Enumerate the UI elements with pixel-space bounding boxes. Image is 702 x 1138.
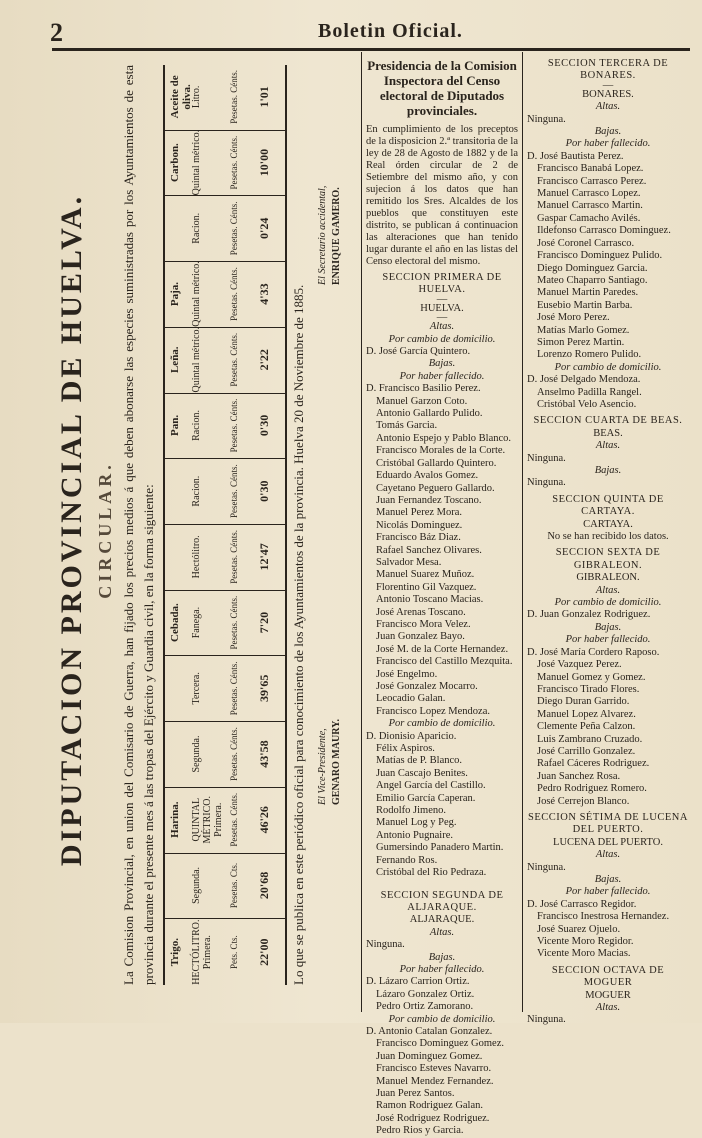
price-value: 12'47 <box>257 543 271 571</box>
section-heading: SECCION QUINTA DE CARTAYA. <box>552 493 664 518</box>
price-value: 43'58 <box>257 740 271 768</box>
ninguna-text: Ninguna. <box>527 861 566 873</box>
altas-label: Altas. <box>595 1002 621 1014</box>
town-name: GIBRALEON. <box>576 572 640 584</box>
column-unit: Pesetas. Cénts. <box>229 727 239 781</box>
cambio-label: Por cambio de domicilio. <box>554 597 662 609</box>
list-item: Francisco Morales de la Corte. <box>376 445 506 457</box>
column-unit: Pesetas. Cénts. <box>229 792 239 847</box>
column-sub: Segunda. <box>191 866 202 904</box>
price-value: 2'22 <box>257 349 271 371</box>
price-value: 7'20 <box>257 611 271 634</box>
list-item: Francisco Tirado Flores. <box>537 683 640 695</box>
list-item: D. Francisco Basilio Perez. <box>366 383 481 395</box>
column-divider <box>522 52 523 1012</box>
cambio-label: Por cambio de domicilio. <box>388 718 496 730</box>
fallecido-label: Por haber fallecido. <box>565 138 651 150</box>
column-head: Carbon. <box>169 143 181 182</box>
name-list <box>527 374 689 411</box>
column-unit: Pesetas. Cénts. <box>229 201 239 256</box>
altas-label: Altas. <box>429 926 455 938</box>
list-item: Angel García del Castillo. <box>376 780 486 792</box>
column-unit: Pesetas. Cénts. <box>229 661 239 716</box>
column-sub: Quintal métrico. <box>191 129 202 196</box>
list-item: Cayetano Peguero Gallardo. <box>376 482 495 494</box>
list-item: José Arenas Toscano. <box>376 606 466 618</box>
column-unit: Pesetas. Cénts. <box>229 398 239 453</box>
ninguna-text: Ninguna. <box>527 452 566 464</box>
list-item: Anselmo Padilla Rangel. <box>537 386 642 398</box>
column-sub: HECTÓLITRO. Primera. <box>191 919 213 985</box>
list-item: Lorenzo Romero Pulido. <box>537 349 642 361</box>
name-list <box>527 647 689 808</box>
circular-intro: La Comision Provincial, en union del Comisario de Guerra, han fijado los precios medios á que deben abonarse las especies suministradas por los Ayuntamientos de esta provincia durante el presente mes á las tropas del Ejército y Guardia civil, en la forma siguiente: <box>121 65 156 985</box>
secretary-name: ENRIQUE GAMERO. <box>331 187 342 285</box>
list-item: D. José Bautista Perez. <box>527 150 624 162</box>
list-item: D. José Delgado Mendoza. <box>527 374 641 386</box>
list-item: Florentino Gil Vazquez. <box>376 581 477 593</box>
list-item: Nicolás Dominguez. <box>376 519 463 531</box>
column-unit: Pesetas. Cénts. <box>229 70 239 124</box>
list-item: D. José María Cordero Raposo. <box>527 646 660 658</box>
column-sub: Hectólitro. <box>191 535 202 579</box>
list-item: Eduardo Avalos Gomez. <box>376 470 479 482</box>
price-column <box>165 130 285 197</box>
list-item: José Suarez Ojuelo. <box>537 923 621 935</box>
page-number: 2 <box>50 18 63 47</box>
cambio-label: Por cambio de domicilio. <box>554 361 662 373</box>
circular-subtitle: CIRCULAR. <box>95 461 115 599</box>
fallecido-label: Por haber fallecido. <box>399 963 485 975</box>
list-item: Manuel Suarez Muñoz. <box>376 569 475 581</box>
price-value: 0'30 <box>257 480 271 502</box>
section-heading: SECCION OCTAVA DE MOGUER <box>551 964 665 989</box>
column-head: Leña. <box>169 346 181 374</box>
fallecido-label: Por haber fallecido. <box>565 886 651 898</box>
name-list <box>366 1026 518 1138</box>
list-item: Clemente Peña Calzon. <box>537 721 636 733</box>
bajas-label: Bajas. <box>594 126 622 138</box>
ninguna-text: Ninguna. <box>366 939 405 951</box>
price-value: 4'33 <box>257 283 271 305</box>
column-head: Paja. <box>169 281 181 307</box>
list-item: Francisco Mora Velez. <box>376 618 471 630</box>
column-sub: Quintal métrico. <box>191 326 202 393</box>
list-item: Manuel Mendez Fernandez. <box>376 1075 494 1087</box>
list-item: Pedro Rios y Garcia. <box>376 1125 464 1137</box>
list-item: Mateo Chaparro Santiago. <box>537 274 648 286</box>
fallecido-label: Por haber fallecido. <box>565 634 651 646</box>
altas-label: Altas. <box>595 101 621 113</box>
list-item: Eusebio Martin Barba. <box>537 299 633 311</box>
list-item: Fernando Ros. <box>376 854 438 866</box>
list-item: Francisco Dominguez Pulido. <box>537 250 663 262</box>
section-heading: SECCION SÉTIMA DE LUCENA DEL PUERTO. <box>528 811 688 836</box>
list-item: José M. de la Corte Hernandez. <box>376 643 509 655</box>
list-item: Ildefonso Carrasco Dominguez. <box>537 225 671 237</box>
no-data-note: No se han recibido los datos. <box>547 531 669 543</box>
censo-body: En cumplimiento de los preceptos de la disposicion 2.ª transitoria de la ley de 28 de Agosto de 1882 y de la Real órden circular de 2 de Setiembre del mismo año, y con sujecion á los datos que han remitido los Sres. Alcaldes de los pueblos que constituyen este distrito, se publican á continuacion las alteraciones que han tenido lugar durante el año en las listas del Censo electoral del mismo. <box>366 124 518 267</box>
list-item: Manuel Gomez y Gomez. <box>537 671 646 683</box>
column-unit: Pesetas. Cénts. <box>229 135 239 190</box>
price-column <box>165 787 285 854</box>
price-value: 39'65 <box>257 674 271 702</box>
name-list <box>527 151 689 362</box>
column-unit: Pesetas. Cénts. <box>229 332 239 387</box>
list-item: Rodolfo Jimeno. <box>376 805 446 817</box>
list-item: Francisco Banabá Lopez. <box>537 163 644 175</box>
list-item: Matías Marlo Gomez. <box>537 324 630 336</box>
list-item: Juan Gonzalez Bayo. <box>376 631 465 643</box>
list-item: Manuel Garzon Coto. <box>376 395 468 407</box>
list-item: Salvador Mesa. <box>376 556 442 568</box>
list-item: Manuel Carrasco Lopez. <box>537 188 641 200</box>
column-sub: Racion. <box>191 410 202 441</box>
column-head: Pan. <box>169 414 181 436</box>
circular-footer: Lo que se publica en este periódico oficial para conocimiento de los Ayuntamientos de la provincia. Huelva 20 de Noviembre de 1885. <box>291 284 306 985</box>
column-unit: Pesetas. Cénts. <box>229 267 239 321</box>
list-item: Leocadio Galan. <box>376 693 446 705</box>
price-column <box>165 590 285 657</box>
list-item: D. José García Quintero. <box>366 346 471 358</box>
list-item: Ramon Rodriguez Galan. <box>376 1100 484 1112</box>
section-heading: SECCION TERCERA DE BONARES. <box>547 58 669 82</box>
list-item: Pedro Ortiz Zamorano. <box>376 1001 474 1013</box>
column-head: Aceite de oliva. <box>169 75 193 119</box>
list-item: José Gonzalez Mocarro. <box>376 681 478 692</box>
list-item: Matías de P. Blanco. <box>376 755 463 767</box>
list-item: Manuel Log y Peg. <box>376 817 457 829</box>
page-header <box>50 14 690 50</box>
price-column <box>165 327 285 394</box>
name-list <box>366 383 518 718</box>
price-column <box>165 195 285 262</box>
town-name: LUCENA DEL PUERTO. <box>553 836 663 848</box>
list-item: Francisco Carrasco Perez. <box>537 175 647 187</box>
list-item: Cristóbal Gallardo Quintero. <box>376 457 497 469</box>
list-item: José Moro Perez. <box>537 312 610 324</box>
list-item: Simon Perez Martin. <box>537 336 625 348</box>
list-item: Luis Zambrano Cruzado. <box>537 733 643 745</box>
section-heading: SECCION PRIMERA DE HUELVA. <box>382 272 502 296</box>
list-item: Juan Cascajo Benites. <box>376 767 468 779</box>
price-table <box>163 65 287 985</box>
altas-label: Altas. <box>429 321 455 333</box>
list-item: Francisco Dominguez Gomez. <box>376 1038 505 1050</box>
column-head: Cebada. <box>169 603 181 642</box>
price-column <box>165 458 285 525</box>
column-censo: Presidencia de la Comision Inspectora del Censo electoral de Diputados provinciales. En cumplimiento de los preceptos de la disposicion 2.ª transitoria de la ley de 28 de Agosto de 1882 y de la Real órden circular de 2 de Setiembre del mismo año, y con sujecion á los datos que han remitido los Sres. Alcaldes de los pueblos que constituyen este distrito, se publican á continuacion las alteraciones que han tenido lugar durante el año en las listas del Censo electoral del mismo. SECCION PRIMERA DE HUELVA. — HUELVA. — Altas. Por cambio de domicilio. D. José García Quintero. Bajas. Por haber fallecido. D. Francisco Basilio Perez. Manuel Garzon Coto. Antonio Gallardo Pulido. Tomás Garcia. Antonio Espejo y Pablo Blanco. Francisco Morales de la Corte. Cristóbal Gallardo Quintero. Eduardo Avalos Gomez. Cayetano Peguero Gallardo. Juan Fernandez Toscano. Manuel Perez Mora. Nicolás Dominguez. Francisco Báz Diaz. Rafael Sanchez Olivares. Salvador Mesa. Manuel Suarez Muñoz. Florentino Gil Vazquez. Antonio Toscano Macias. José Arenas Toscano. Francisco Mora Velez. Juan Gonzalez Bayo. José M. de la Corte Hernandez. Francisco del Castillo Mezquita. José Engelmo. José Gonzalez Mocarro. Leocadio Galan. Francisco Lopez Mendoza. Por cambio de domicilio. D. Dionisio Aparicio. Félix Aspiros. Matías de P. Blanco. Juan Cascajo Benites. Angel García del Castillo. Emilio García Caperan. Rodolfo Jimeno. Manuel Log y Peg. Antonio Pugnaire. Gumersindo Panadero Martin. Fernando Ros. Cristóbal del Rio Pedraza. SECCION SEGUNDA DE ALJARAQUE. ALJARAQUE. Altas. Ninguna. Bajas. Por haber fallecido. D. Lázaro Carrion Ortiz. Lázaro Gonzalez Ortiz. Pedro Ortiz Zamorano. Por cambio de domicilio. D. Antonio Catalan Gonzalez. Francisco Dominguez Gomez. Juan Dominguez Gomez. Francisco Esteves Navarro. Manuel Mendez Fernandez. Juan Perez Santos. Ramon Rodriguez Galan. José Rodriguez Rodriguez. Pedro Rios y Garcia. <box>366 58 518 1137</box>
price-value: 0'30 <box>257 414 271 437</box>
ninguna-text: Ninguna. <box>527 477 566 489</box>
list-item: Manuel Perez Mora. <box>376 507 463 519</box>
name-list <box>366 976 518 1013</box>
list-item: José Rodriguez Rodriguez. <box>376 1112 490 1124</box>
column-unit: Pesetas. Cts. <box>229 862 239 909</box>
list-item: Diego Duran Garrido. <box>537 696 630 708</box>
price-column <box>165 721 285 788</box>
column-unit: Pets. Cts. <box>229 935 239 970</box>
list-item: José Engelmo. <box>376 668 438 680</box>
list-item: José Carrillo Gonzalez. <box>537 745 636 757</box>
bajas-label: Bajas. <box>594 621 622 633</box>
list-item: Cristóbal Velo Asencio. <box>537 398 637 410</box>
list-item: Juan Fernandez Toscano. <box>376 494 482 506</box>
bajas-label: Bajas. <box>428 951 456 963</box>
column-unit: Pesetas. Cénts. <box>229 464 239 519</box>
circular-title: DIPUTACION PROVINCIAL DE HUELVA. <box>55 193 88 867</box>
section-heading: SECCION SEXTA DE GIBRALEON. <box>555 547 661 571</box>
column-sub: Tercera. <box>191 672 202 705</box>
cambio-label: Por cambio de domicilio. <box>388 333 496 345</box>
header-rule <box>52 48 690 51</box>
price-column <box>165 261 285 328</box>
ninguna-text: Ninguna. <box>527 1014 566 1026</box>
price-column <box>165 919 285 985</box>
cambio-label: Por cambio de domicilio. <box>388 1013 496 1025</box>
town-name: ALJARAQUE. <box>409 914 475 926</box>
list-item: José Coronel Carrasco. <box>537 237 635 249</box>
town-name: BEAS. <box>593 427 623 439</box>
list-item: Antonio Espejo y Pablo Blanco. <box>376 432 512 444</box>
circular-block <box>55 55 360 1005</box>
column-divider <box>361 52 362 1012</box>
altas-label: Altas. <box>595 440 621 452</box>
column-sub: Fanega. <box>191 606 202 639</box>
secretary-title: El Secretario accidental, <box>317 185 328 285</box>
bajas-label: Bajas. <box>428 358 456 370</box>
list-item: D. Lázaro Carrion Ortiz. <box>366 976 470 988</box>
fallecido-label: Por haber fallecido. <box>399 370 485 382</box>
list-item: Juan Sanchez Rosa. <box>537 770 621 782</box>
vp-title: El Vice-Presidente, <box>317 728 328 805</box>
list-item: Francisco Esteves Navarro. <box>376 1063 492 1075</box>
censo-heading: Presidencia de la Comision Inspectora del Censo electoral de Diputados provinciales. <box>367 58 517 118</box>
price-column <box>165 853 285 920</box>
list-item: Antonio Toscano Macias. <box>376 594 484 606</box>
column-head: Harina. <box>169 801 181 838</box>
list-item: Pedro Rodriguez Romero. <box>537 783 647 795</box>
list-item: José Vazquez Perez. <box>537 659 622 671</box>
list-item: Emilio García Caperan. <box>376 792 476 804</box>
column-sub: Racion. <box>191 475 202 507</box>
list-item: Francisco del Castillo Mezquita. <box>376 656 513 668</box>
list-item: Félix Aspiros. <box>376 743 435 755</box>
list-item: Vicente Moro Macias. <box>537 948 631 960</box>
column-sub: QUINTAL MÉTRICO. Primera. <box>191 795 224 844</box>
list-item: Juan Perez Santos. <box>376 1088 455 1099</box>
town-name: HUELVA. <box>420 302 464 314</box>
column-sections: SECCION TERCERA DE BONARES. — BONARES. Altas. Ninguna. Bajas. Por haber fallecido. D. José Bautista Perez. Francisco Banabá Lopez. Francisco Carrasco Perez. Manuel Carrasco Lopez. Manuel Carrasco Martin. Gaspar Camacho Avilés. Ildefonso Carrasco Dominguez. José Coronel Carrasco. Francisco Dominguez Pulido. Diego Dominguez Garcia. Mateo Chaparro Santiago. Manuel Martin Paredes. Eusebio Martin Barba. José Moro Perez. Matías Marlo Gomez. Simon Perez Martin. Lorenzo Romero Pulido. Por cambio de domicilio. D. José Delgado Mendoza. Anselmo Padilla Rangel. Cristóbal Velo Asencio. SECCION CUARTA DE BEAS. BEAS. Altas. Ninguna. Bajas. Ninguna. SECCION QUINTA DE CARTAYA. CARTAYA. No se han recibido los datos. SECCION SEXTA DE GIBRALEON. GIBRALEON. Altas. Por cambio de domicilio. D. Juan Gonzalez Rodriguez. Bajas. Por haber fallecido. D. José María Cordero Raposo. José Vazquez Perez. Manuel Gomez y Gomez. Francisco Tirado Flores. Diego Duran Garrido. Manuel Lopez Alvarez. Clemente Peña Calzon. Luis Zambrano Cruzado. José Carrillo Gonzalez. Rafael Cáceres Rodriguez. Juan Sanchez Rosa. Pedro Rodriguez Romero. José Cerrejon Blanco. SECCION SÉTIMA DE LUCENA DEL PUERTO. LUCENA DEL PUERTO. Altas. Ninguna. Bajas. Por haber fallecido. D. José Carrasco Regidor. Francisco Inestrosa Hernandez. José Suarez Ojuelo. Vicente Moro Regidor. Vicente Moro Macias. SECCION OCTAVA DE MOGUER MOGUER Altas. Ninguna. <box>527 58 688 1026</box>
list-item: José Cerrejon Blanco. <box>537 795 630 807</box>
list-item: Rafael Sanchez Olivares. <box>376 544 482 556</box>
list-item: D. Juan Gonzalez Rodriguez. <box>527 609 651 621</box>
list-item: Juan Dominguez Gomez. <box>376 1050 483 1062</box>
column-unit: Pesetas. Cénts. <box>229 595 239 650</box>
list-item: D. Antonio Catalan Gonzalez. <box>366 1025 493 1037</box>
price-column <box>165 655 285 722</box>
town-name: BONARES. <box>582 88 634 100</box>
altas-label: Altas. <box>595 849 621 861</box>
bajas-label: Bajas. <box>594 874 622 885</box>
list-item: Cristóbal del Rio Pedraza. <box>376 867 487 879</box>
list-item: Antonio Pugnaire. <box>376 829 453 841</box>
column-head: Trigo. <box>169 938 181 967</box>
price-column <box>165 393 285 460</box>
list-item: Lázaro Gonzalez Ortiz. <box>376 988 475 1000</box>
price-value: 0'24 <box>257 217 271 239</box>
price-value: 22'00 <box>257 938 271 966</box>
list-item: Rafael Cáceres Rodriguez. <box>537 758 650 770</box>
list-item: Francisco Báz Diaz. <box>376 532 461 544</box>
name-list <box>366 731 518 880</box>
list-item: Gumersindo Panadero Martin. <box>376 842 504 854</box>
column-unit: Pesetas. Cénts. <box>229 530 239 584</box>
price-column <box>165 524 285 591</box>
list-item: Manuel Lopez Alvarez. <box>537 708 636 720</box>
column-sub: Segunda. <box>191 735 202 773</box>
column-sub: Quintal métrico. <box>191 261 202 327</box>
list-item: Tomás Garcia. <box>376 420 438 432</box>
ninguna-text: Ninguna. <box>527 113 566 125</box>
list-item: Gaspar Camacho Avilés. <box>537 212 641 224</box>
column-sub: Racion. <box>191 212 202 244</box>
list-item: Francisco Lopez Mendoza. <box>376 705 490 717</box>
price-value: 46'26 <box>257 806 271 834</box>
column-sub: Litro. <box>191 85 202 109</box>
list-item: Francisco Inestrosa Hernandez. <box>537 911 670 923</box>
section-heading: SECCION CUARTA DE BEAS. <box>533 415 683 427</box>
bajas-label: Bajas. <box>594 465 622 476</box>
list-item: Manuel Martin Paredes. <box>537 287 639 299</box>
price-value: 1'01 <box>257 86 271 108</box>
altas-label: Altas. <box>595 584 621 596</box>
price-column <box>165 64 285 131</box>
town-name: MOGUER <box>585 989 631 1001</box>
list-item: Diego Dominguez Garcia. <box>537 262 648 274</box>
list-item: Antonio Gallardo Pulido. <box>376 408 483 420</box>
town-name: CARTAYA. <box>583 518 633 530</box>
price-value: 20'68 <box>257 871 271 900</box>
name-list <box>527 899 689 961</box>
list-item: Vicente Moro Regidor. <box>537 936 634 948</box>
list-item: D. José Carrasco Regidor. <box>527 898 637 910</box>
page-title: Boletin Oficial. <box>318 20 463 42</box>
section-heading: SECCION SEGUNDA DE ALJARAQUE. <box>380 889 504 913</box>
vp-name: GENARO MAURY. <box>331 719 342 805</box>
price-value: 10'00 <box>257 148 271 177</box>
list-item: Manuel Carrasco Martin. <box>537 200 643 212</box>
list-item: D. Dionisio Aparicio. <box>366 730 457 742</box>
